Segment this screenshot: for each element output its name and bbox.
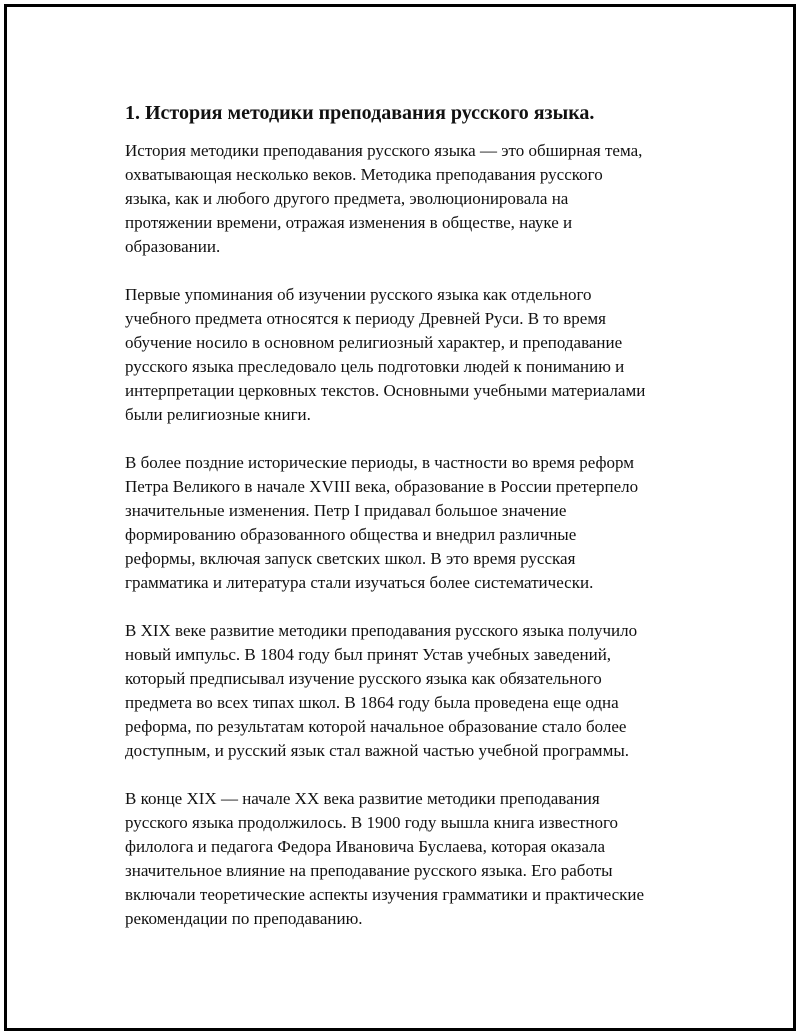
text-line: формированию образованного общества и внедрил различные [125,525,577,544]
paragraph-2 [125,283,715,427]
text-line: обучение носило в основном религиозный характер, и преподавание [125,333,623,352]
text-line: включали теоретические аспекты изучения грамматики и практические [125,885,645,904]
text-line: филолога и педагога Федора Ивановича Буслаева, которая оказала [125,837,606,856]
text-line: грамматика и литература стали изучаться более систематически. [125,573,594,592]
paragraph-1 [125,139,715,259]
text-line: значительные изменения. Петр I придавал большое значение [125,501,567,520]
text-line: значительное влияние на преподавание русского языка. Его работы [125,861,613,880]
text-line: В XIX веке развитие методики преподавания русского языка получило [125,621,638,640]
paragraph-4 [125,619,715,763]
page-frame [4,4,796,1031]
text-line: языка, как и любого другого предмета, эволюционировала на [125,189,569,208]
text-line: Первые упоминания об изучении русского языка как отдельного [125,285,592,304]
text-line: русского языка преследовало цель подготовки людей к пониманию и [125,357,625,376]
text-line: предмета во всех типах школ. В 1864 году была проведена еще одна [125,693,619,712]
text-line: интерпретации церковных текстов. Основными учебными материалами [125,381,646,400]
text-line: охватывающая несколько веков. Методика преподавания русского [125,165,603,184]
text-line: рекомендации по преподаванию. [125,909,363,928]
text-line: который предписывал изучение русского языка как обязательного [125,669,602,688]
paragraph-3 [125,451,715,595]
text-line: протяжении времени, отражая изменения в обществе, науке и [125,213,573,232]
paragraph-5 [125,787,715,931]
text-line: образовании. [125,237,221,256]
text-line: реформы, включая запуск светских школ. В это время русская [125,549,576,568]
section-heading: 1. История методики преподавания русского языка. [125,102,595,124]
text-line: доступным, и русский язык стал важной частью учебной программы. [125,741,629,760]
text-line: русского языка продолжилось. В 1900 году вышла книга известного [125,813,619,832]
text-line: новый импульс. В 1804 году был принят Устав учебных заведений, [125,645,612,664]
text-line: были религиозные книги. [125,405,311,424]
text-line: В более поздние исторические периоды, в частности во время реформ [125,453,634,472]
text-line: В конце XIX — начале XX века развитие методики преподавания [125,789,600,808]
text-line: История методики преподавания русского языка — это обширная тема, [125,141,643,160]
text-line: реформа, по результатам которой начальное образование стало более [125,717,627,736]
document-body [125,101,715,955]
text-line: учебного предмета относятся к периоду Древней Руси. В то время [125,309,606,328]
text-line: Петра Великого в начале XVIII века, образование в России претерпело [125,477,639,496]
